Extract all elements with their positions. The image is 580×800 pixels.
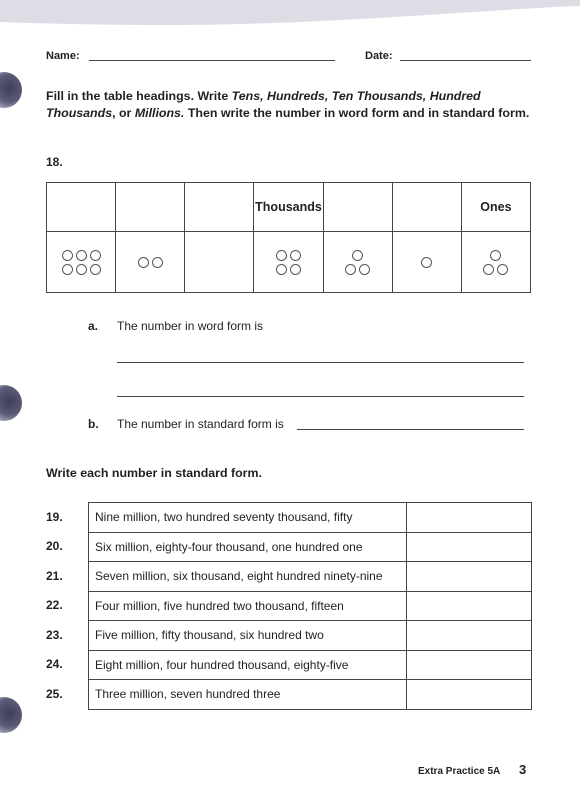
counter-row	[462, 250, 530, 261]
heading-cell-5[interactable]	[323, 183, 392, 232]
place-value-counter	[76, 264, 87, 275]
part-a-prompt: The number in word form is	[117, 319, 264, 333]
word-form-cell: Six million, eighty-four thousand, one hundred one	[89, 532, 407, 562]
place-value-counter	[62, 264, 73, 275]
answer-cell[interactable]	[407, 680, 532, 710]
name-label: Name:	[46, 50, 80, 62]
table-row	[89, 650, 532, 680]
word-form-cell: Nine million, two hundred seventy thousand, fifty	[89, 503, 407, 533]
answer-cell[interactable]	[407, 503, 532, 533]
date-label: Date:	[365, 50, 393, 62]
place-value-counter	[345, 264, 356, 275]
word-form-cell: Four million, five hundred two thousand, fifteen	[89, 591, 407, 621]
place-value-counter	[421, 257, 432, 268]
question-number: 19.	[46, 510, 63, 524]
counter-cell-6	[392, 232, 461, 293]
standard-form-table	[88, 502, 532, 710]
question-number: 21.	[46, 569, 63, 583]
place-value-heading-row	[47, 183, 531, 232]
counter-row	[393, 257, 461, 268]
table-row	[89, 621, 532, 651]
counter-cell-4	[254, 232, 323, 293]
heading-cell-4: Thousands	[254, 183, 323, 232]
table-row	[89, 562, 532, 592]
counter-row	[324, 264, 392, 275]
heading-cell-3[interactable]	[185, 183, 254, 232]
place-value-counter	[483, 264, 494, 275]
part-b-answer-line[interactable]	[297, 429, 524, 430]
place-value-counter	[152, 257, 163, 268]
answer-cell[interactable]	[407, 650, 532, 680]
name-field[interactable]	[89, 60, 335, 61]
heading-cell-7: Ones	[461, 183, 530, 232]
part-b-prompt: The number in standard form is	[117, 417, 284, 431]
question-number: 25.	[46, 687, 63, 701]
place-value-counter	[290, 250, 301, 261]
place-value-counter	[276, 264, 287, 275]
part-a-letter: a.	[88, 319, 99, 333]
date-field[interactable]	[400, 60, 531, 61]
table-row	[89, 532, 532, 562]
table-row	[89, 503, 532, 533]
counter-cell-2	[116, 232, 185, 293]
word-form-cell: Seven million, six thousand, eight hundred ninety-nine	[89, 562, 407, 592]
counter-row	[254, 250, 322, 261]
counter-cell-3	[185, 232, 254, 293]
counter-cell-1	[47, 232, 116, 293]
place-value-counter	[497, 264, 508, 275]
word-form-cell: Five million, fifty thousand, six hundred two	[89, 621, 407, 651]
question-number: 24.	[46, 657, 63, 671]
binder-hole-bottom	[0, 697, 22, 733]
table-row	[89, 680, 532, 710]
page-number: 3	[519, 762, 527, 777]
instructions-part2: , or	[112, 106, 135, 120]
place-value-counter	[90, 250, 101, 261]
question-number: 23.	[46, 628, 63, 642]
word-form-cell: Three million, seven hundred three	[89, 680, 407, 710]
table-row	[89, 591, 532, 621]
question-number: 22.	[46, 598, 63, 612]
counter-row	[324, 250, 392, 261]
counter-row	[47, 250, 115, 261]
counter-row	[116, 257, 184, 268]
place-value-counter-row	[47, 232, 531, 293]
footer-label: Extra Practice 5A	[418, 766, 501, 777]
part-b-letter: b.	[88, 417, 99, 431]
instructions-part1: Fill in the table headings. Write	[46, 89, 232, 103]
place-value-counter	[290, 264, 301, 275]
binder-hole-middle	[0, 385, 22, 421]
counter-row	[254, 264, 322, 275]
place-value-counter	[490, 250, 501, 261]
place-value-counter	[276, 250, 287, 261]
instructions-term-tens: Tens, Hundreds, Ten Thousands, Hundred Thousands	[46, 89, 481, 120]
binder-hole-top	[0, 72, 22, 108]
place-value-counter	[90, 264, 101, 275]
place-value-counter	[76, 250, 87, 261]
instructions	[46, 88, 536, 122]
page-edge-shadow	[0, 0, 580, 38]
part-a-answer-line-1[interactable]	[117, 362, 524, 363]
heading-cell-1[interactable]	[47, 183, 116, 232]
question-18-number: 18.	[46, 155, 63, 169]
instructions-term-millions: Millions.	[134, 106, 185, 120]
answer-cell[interactable]	[407, 562, 532, 592]
heading-cell-2[interactable]	[116, 183, 185, 232]
word-form-cell: Eight million, four hundred thousand, eighty-five	[89, 650, 407, 680]
place-value-counter	[359, 264, 370, 275]
counter-row	[462, 264, 530, 275]
answer-cell[interactable]	[407, 591, 532, 621]
place-value-counter	[352, 250, 363, 261]
question-number: 20.	[46, 539, 63, 553]
counter-cell-5	[323, 232, 392, 293]
part-a-answer-line-2[interactable]	[117, 396, 524, 397]
section-2-title: Write each number in standard form.	[46, 466, 262, 480]
answer-cell[interactable]	[407, 621, 532, 651]
heading-cell-6[interactable]	[392, 183, 461, 232]
place-value-counter	[138, 257, 149, 268]
counter-cell-7	[461, 232, 530, 293]
counter-row	[47, 264, 115, 275]
place-value-counter	[62, 250, 73, 261]
instructions-part3: Then write the number in word form and in standard form.	[184, 106, 530, 120]
answer-cell[interactable]	[407, 532, 532, 562]
place-value-table	[46, 182, 531, 293]
